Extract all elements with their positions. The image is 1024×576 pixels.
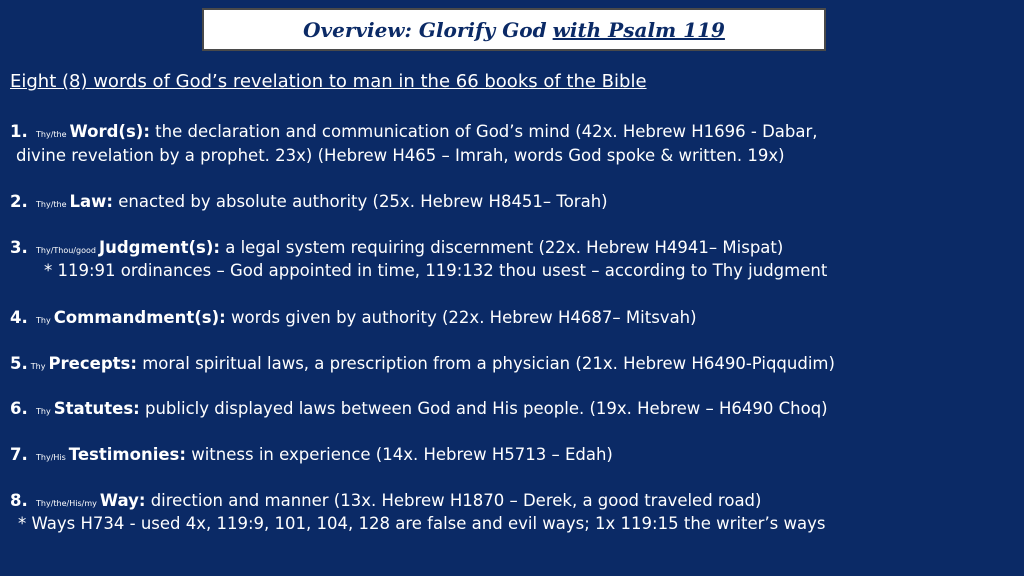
- item-4: [10, 307, 697, 332]
- item-term: Judgment(s):: [98, 238, 220, 257]
- item-1: [10, 121, 818, 146]
- item-term: Commandment(s):: [53, 308, 226, 327]
- item-term: Statutes:: [53, 399, 140, 418]
- item-number: 5.: [10, 354, 28, 373]
- item-number: 4.: [10, 308, 28, 327]
- item-8-continuation: * Ways H734 - used 4x, 119:9, 101, 104, 128 are false and evil ways; 1x 119:15 the writer’s ways: [18, 514, 826, 533]
- item-description: a legal system requiring discernment (22x. Hebrew H4941– Mispat): [225, 238, 784, 257]
- item-1-continuation: divine revelation by a prophet. 23x) (Hebrew H465 – Imrah, words God spoke & written. 19x): [16, 146, 785, 165]
- item-qualifier: Thy: [30, 362, 46, 371]
- item-qualifier: Thy/the/His/my: [36, 499, 97, 508]
- item-qualifier: Thy/the: [36, 200, 67, 209]
- item-term: Law:: [69, 192, 114, 211]
- item-3-continuation: * 119:91 ordinances – God appointed in time, 119:132 thou usest – according to Thy judgment: [44, 261, 828, 280]
- item-number: 6.: [10, 399, 28, 418]
- item-number: 2.: [10, 192, 28, 211]
- item-5: [10, 353, 835, 378]
- item-term: Precepts:: [48, 354, 137, 373]
- item-qualifier: Thy: [36, 407, 51, 416]
- item-2: [10, 191, 608, 216]
- item-number: 7.: [10, 445, 28, 464]
- item-qualifier: Thy/the: [36, 130, 67, 139]
- item-7: [10, 444, 613, 469]
- slide-subtitle: Eight (8) words of God’s revelation to man in the 66 books of the Bible: [10, 71, 647, 92]
- item-6: [10, 398, 828, 423]
- title-underlined: with Psalm 119: [552, 17, 725, 42]
- item-description: enacted by absolute authority (25x. Hebrew H8451– Torah): [118, 192, 608, 211]
- item-number: 3.: [10, 238, 28, 257]
- item-8: [10, 490, 761, 515]
- item-description: direction and manner (13x. Hebrew H1870 – Derek, a good traveled road): [150, 491, 762, 510]
- item-description: publicly displayed laws between God and His people. (19x. Hebrew – H6490 Choq): [145, 399, 828, 418]
- item-qualifier: Thy: [36, 316, 51, 325]
- item-number: 1.: [10, 122, 28, 141]
- item-qualifier: Thy/Thou/good: [36, 246, 96, 255]
- item-term: Way:: [99, 491, 146, 510]
- item-term: Testimonies:: [68, 445, 186, 464]
- slide-title: [202, 8, 826, 51]
- item-description: witness in experience (14x. Hebrew H5713 – Edah): [191, 445, 613, 464]
- title-main: Overview: Glorify God: [303, 17, 547, 42]
- item-3: [10, 237, 783, 262]
- item-description: moral spiritual laws, a prescription from a physician (21x. Hebrew H6490-Piqqudim): [142, 354, 835, 373]
- item-term: Word(s):: [69, 122, 150, 141]
- item-description: words given by authority (22x. Hebrew H4687– Mitsvah): [231, 308, 697, 327]
- item-qualifier: Thy/His: [36, 453, 66, 462]
- item-description: the declaration and communication of God’s mind (42x. Hebrew H1696 - Dabar,: [155, 122, 818, 141]
- item-number: 8.: [10, 491, 28, 510]
